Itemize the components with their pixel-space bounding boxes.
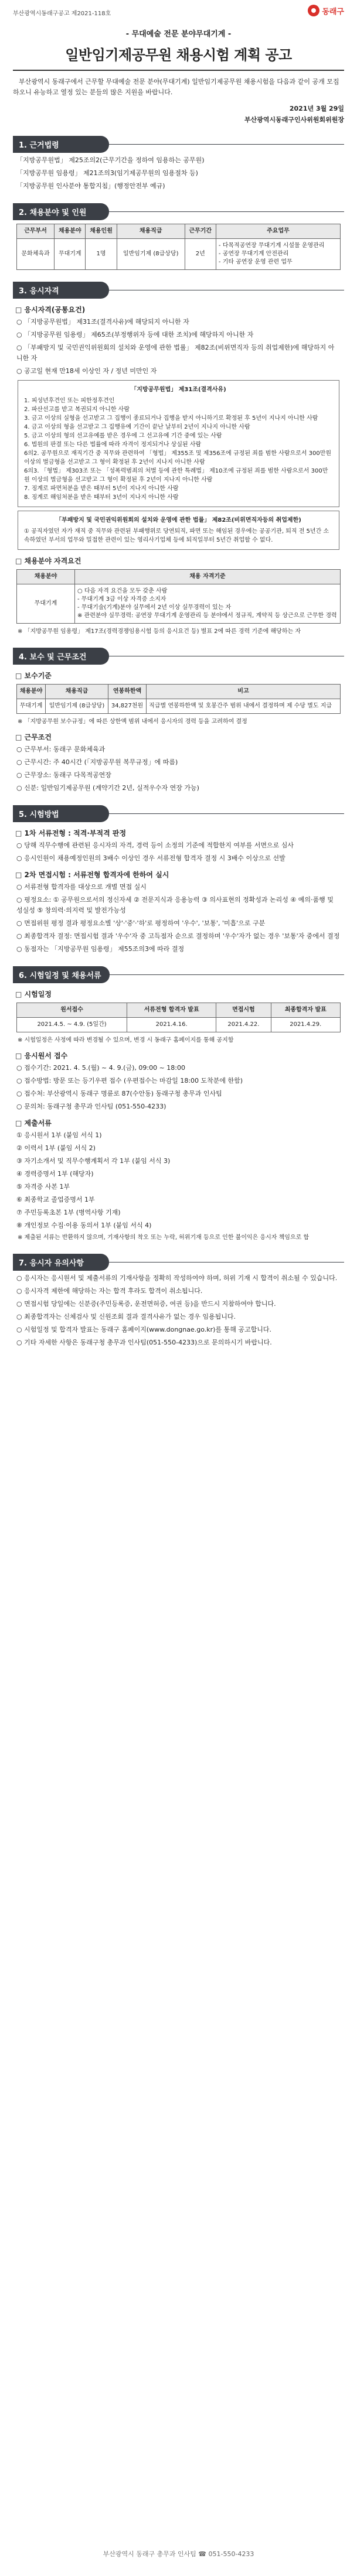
title-divider	[13, 70, 344, 71]
table-header: 비고	[147, 685, 341, 699]
table-cell: 직급별 연봉하한액 및 호봉간주 범위 내에서 결정하며 제 수당 별도 지급	[147, 699, 341, 714]
footer-contact: 부산광역시 동래구 총무과 인사팀 ☎ 051-550-4233	[103, 2550, 254, 2558]
announcement-date: 2021년 3월 29일	[289, 105, 344, 112]
document-line: ⑤ 자격증 사본 1부	[16, 1183, 70, 1190]
logo-text: 동래구	[322, 7, 344, 16]
table-cell: 2021.4.5. ~ 4.9. (5일간)	[17, 1018, 127, 1032]
subsection-title: □ 2차 면접시험 : 서류전형 합격자에 한하여 실시	[15, 871, 169, 879]
document-line: ⑧ 개인정보 수집·이용 동의서 1부 (붙임 서식 4)	[16, 1222, 152, 1229]
logo-icon	[308, 5, 319, 16]
document-subtitle: - 무대예술 전문 분야무대기계 -	[125, 30, 232, 39]
exam-line: ○ 동점자는 「지방공무원 임용령」 제55조의3에 따라 결정	[16, 945, 185, 953]
table-cell: 문화체육과	[17, 239, 55, 270]
table-cell: 2021.4.16.	[127, 1018, 216, 1032]
document-line: ④ 경력증명서 1부 (해당자)	[16, 1170, 94, 1178]
section-rule	[109, 211, 344, 212]
document-note: ※ 제출된 서류는 반환하지 않으며, 기재사항의 착오 또는 누락, 허위기재 등으로 인한 불이익은 응시자 책임으로 함	[18, 1234, 310, 1241]
section-rule	[109, 1262, 344, 1263]
intro-text: 부산광역시 동래구에서 근무할 무대예술 전문 분야(무대기계) 일반임기제공무원 채용시험을 다음과 같이 공개 모집하오니 유능하고 열정 있는 분들의 많은 지원을 바랍니다.	[13, 78, 339, 96]
section-rule	[109, 813, 344, 814]
legal-basis-line: 「지방공무원 임용령」 제21조의3(임기제공무원의 임용절차 등)	[16, 169, 198, 177]
exam-line: ○ 평정요소: ① 공무원으로서의 정신자세 ② 전문지식과 응용능력 ③ 의사표현의 정확성과 논리성 ④ 예의·품행 및 성실성 ⑤ 창의력·의지력 및 발전가능성	[16, 896, 334, 914]
table-cell: 2021.4.29.	[271, 1018, 340, 1032]
table-cell: - 다목적공연장 무대기계 시설물 운영관리 - 공연장 무대기계 안전관리 - 기타 공연장 운영 관련 업무	[216, 239, 340, 270]
table-header: 채용직급	[117, 224, 185, 239]
table-row	[17, 584, 341, 624]
table-header: 면접시험	[216, 1003, 271, 1018]
apply-line: ○ 접수처: 부산광역시 동래구 명륜로 87(수안동) 동래구청 총무과 인사팀	[16, 1090, 222, 1097]
precaution-line: ○ 최종합격자는 신체검사 및 신원조회 결과 결격사유가 없는 경우 임용됩니다.	[16, 1313, 236, 1321]
subsection-title: □ 응시자격(공통요건)	[15, 306, 86, 314]
subsection-title: □ 근무조건	[15, 733, 52, 741]
table-header: 채용인원	[86, 224, 117, 239]
precaution-line: ○ 면접시험 당일에는 신분증(주민등록증, 운전면허증, 여권 등)을 반드시 지참하여야 합니다.	[16, 1300, 276, 1308]
document-title: 일반임기제공무원 채용시험 계획 공고	[65, 47, 292, 63]
table-header: 채용분야	[55, 224, 86, 239]
disqualification-box	[18, 380, 339, 507]
recruitment-table	[16, 224, 341, 270]
table-cell: 2021.4.22.	[216, 1018, 271, 1032]
table-row	[17, 699, 341, 714]
table-header: 채용분야	[17, 685, 46, 699]
section-heading: 1. 근거법령	[13, 136, 109, 153]
apply-line: ○ 접수방법: 방문 또는 등기우편 접수 (우편접수는 마감일 18:00 도착분에 한함)	[16, 1077, 243, 1085]
section-heading: 7. 응시자 유의사항	[13, 1254, 109, 1271]
section-eligibility	[13, 282, 344, 299]
eligibility-line: ○ 공고일 현재 만18세 이상인 자 / 정년 미만인 자	[16, 367, 157, 375]
table-cell: 1명	[86, 239, 117, 270]
document-line: ⑦ 주민등록초본 1부 (병역사항 기재)	[16, 1209, 121, 1216]
condition-line: ○ 근무시간: 주 40시간 (「지방공무원 복무규정」에 따름)	[16, 758, 178, 766]
box-text: ① 공직자였던 자가 재직 중 직무와 관련된 부패행위로 당연퇴직, 파면 또는 해임된 경우에는 공공기관, 퇴직 전 5년간 소속하였던 부서의 업무와 밀접한 관련이 있는 영리사기업체 등에 퇴직일부터 5년간 취업할 수 없다.	[24, 528, 329, 543]
subsection-title: □ 시험일정	[15, 990, 52, 998]
table-header: 최종합격자 발표	[271, 1003, 340, 1018]
table-cell: 무대기계	[55, 239, 86, 270]
document-line: ③ 자기소개서 및 직무수행계획서 각 1부 (붙임 서식 3)	[16, 1157, 171, 1165]
table-header: 원서접수	[17, 1003, 127, 1018]
qualification-table	[16, 569, 341, 624]
table-header: 연봉하한액	[108, 685, 146, 699]
table-header: 채용 자격기준	[75, 570, 341, 584]
table-header: 채용분야	[17, 570, 75, 584]
eligibility-line: ○ 「지방공무원 임용령」 제65조(부정행위자 등에 대한 조치)에 해당하지 아니한 자	[16, 331, 254, 338]
pay-table	[16, 684, 341, 714]
section-heading: 3. 응시자격	[13, 282, 109, 299]
table-cell: ○ 다음 자격 요건을 모두 갖춘 사람 - 무대기계 3급 이상 자격증 소지자 - 무대기술(기계)분야 실무에서 2년 이상 실무경력이 있는 자 ※ 관련분야 실무경력: 공연장 무대기계 운영관리 등 분야에서 정규직, 계약직 등 상근으로 근무한 경력	[75, 584, 341, 624]
table-cell: 2년	[185, 239, 216, 270]
precaution-line: ○ 응시자는 응시원서 및 제출서류의 기재사항을 정확히 작성하여야 하며, 허위 기재 시 합격이 취소될 수 있습니다.	[16, 1274, 338, 1282]
section-heading: 5. 시험방법	[13, 805, 109, 822]
subsection-title: □ 응시원서 접수	[15, 1052, 68, 1060]
section-heading: 4. 보수 및 근무조건	[13, 648, 109, 665]
subsection-title: □ 제출서류	[15, 1119, 52, 1127]
precaution-line: ○ 기타 자세한 사항은 동래구청 총무과 인사팀(051-550-4233)으로 문의하시기 바랍니다.	[16, 1339, 272, 1346]
exam-line: ○ 최종합격자 결정: 면접시험 결과 '우수'자 중 고득점자 순으로 결정하며 '우수'자가 없는 경우 '보통'자 중에서 결정	[16, 932, 340, 940]
exam-line: ○ 당해 직무수행에 관련된 응시자의 자격, 경력 등이 소정의 기준에 적합한지 여부를 서면으로 심사	[16, 841, 294, 849]
document-line: ② 이력서 1부 (붙임 서식 2)	[16, 1144, 96, 1152]
table-header-row	[17, 224, 341, 239]
section-legal-basis	[13, 136, 344, 153]
apply-line: ○ 문의처: 동래구청 총무과 인사팀 (051-550-4233)	[16, 1103, 166, 1110]
precaution-line: ○ 응시자격 제한에 해당하는 자는 합격 후라도 합격이 취소됩니다.	[16, 1287, 203, 1295]
eligibility-line: ○ 「지방공무원법」 제31조(결격사유)에 해당되지 아니한 자	[16, 318, 189, 326]
schedule-table	[16, 1003, 341, 1032]
table-header: 주요업무	[216, 224, 340, 239]
table-header: 채용직급	[46, 685, 108, 699]
pay-note: ※ 「지방공무원 보수규정」에 따른 상한액 범위 내에서 응시자의 경력 등을 고려하여 결정	[18, 719, 247, 725]
document-reference: 부산광역시동래구공고 제2021-118호	[13, 11, 111, 17]
legal-basis-line: 「지방공무원법」 제25조의2(근무기간을 정하여 임용하는 공무원)	[16, 156, 205, 164]
table-cell: 34,827천원	[108, 699, 146, 714]
table-header-row	[17, 685, 341, 699]
box-title: 「부패방지 및 국민권익위원회의 설치와 운영에 관한 법률」 제82조(비위면직자등의 취업제한)	[56, 517, 301, 524]
qualification-note: ※ 「지방공무원 임용령」 제17조(경력경쟁임용시험 등의 응시요건 등) 별표 2에 따른 경력 기준에 해당하는 자	[18, 628, 301, 635]
employment-restriction-box	[18, 511, 339, 550]
subsection-title: □ 채용분야 자격요건	[15, 557, 81, 565]
box-title: 「지방공무원법」 제31조(결격사유)	[131, 386, 226, 393]
table-cell: 일반임기제 (8급상당)	[117, 239, 185, 270]
box-text: 1. 피성년후견인 또는 피한정후견인 2. 파산선고를 받고 복권되지 아니한 사람 3. 금고 이상의 실형을 선고받고 그 집행이 종료되거나 집행을 받지 아니하기로 확정된 후 5년이 지나지 아니한 사람 4. 금고 이상의 형을 선고받고 그 집행유예 기간이 끝난 날부터 2년이 지나지 아니한 사람 5. 금고 이상의 형의 선고유예를 받은 경우에 그 선고유예 기간 중에 있는 사람 6. 법원의 판결 또는 다른 법률에 따라 자격이 정지되거나 상실된 사람 6의2. 공무원으로 재직기간 중 직무와 관련하여 「형법」 제355조 및 제356조에 규정된 죄를 범한 사람으로서 300만원 이상의 벌금형을 선고받고 그 형이 확정된 후 2년이 지나지 아니한 사람 6의3. 「형법」 제303조 또는 「성폭력범죄의 처벌 등에 관한 특례법」 제10조에 규정된 죄를 범한 사람으로서 300만원 이상의 벌금형을 선고받고 그 형이 확정된 후 2년이 지나지 아니한 사람 7. 징계로 파면처분을 받은 때부터 5년이 지나지 아니한 사람 8. 징계로 해임처분을 받은 때부터 3년이 지나지 아니한 사람	[24, 398, 332, 501]
table-header: 근무부서	[17, 224, 55, 239]
eligibility-line: ○ 「부패방지 및 국민권익위원회의 설치와 운영에 관한 법률」 제82조(비위면직자 등의 취업제한)에 해당하지 아니한 자	[16, 344, 335, 362]
exam-line: ○ 응시인원이 채용예정인원의 3배수 이상인 경우 서류전형 합격자 결정 시 3배수 이상으로 선발	[16, 854, 285, 862]
table-header-row	[17, 1003, 341, 1018]
logo	[308, 5, 344, 16]
table-cell: 무대기계	[17, 584, 75, 624]
section-rule	[109, 144, 344, 145]
precaution-line: ○ 시험일정 및 합격자 발표는 동래구 홈페이지(www.dongnae.go.kr)를 통해 공고합니다.	[16, 1326, 271, 1333]
announcement-organization: 부산광역시동래구인사위원회위원장	[244, 116, 344, 124]
table-header: 근무기간	[185, 224, 216, 239]
exam-line: ○ 서류전형 합격자를 대상으로 개별 면접 실시	[16, 883, 147, 891]
apply-line: ○ 접수기간: 2021. 4. 5.(월) ~ 4. 9.(금), 09:00 ~ 18:00	[16, 1064, 185, 1072]
schedule-note: ※ 시험일정은 사정에 따라 변경될 수 있으며, 변경 시 동래구 홈페이지를 통해 공지함	[18, 1037, 234, 1044]
section-recruitment-field	[13, 203, 344, 220]
section-heading: 6. 시험일정 및 채용서류	[13, 966, 110, 983]
table-row	[17, 1018, 341, 1032]
section-exam-method	[13, 805, 344, 822]
table-cell: 무대기계	[17, 699, 46, 714]
table-cell: 일반임기제 (8급상당)	[46, 699, 108, 714]
section-rule	[110, 974, 344, 975]
subsection-title: □ 보수기준	[15, 672, 52, 680]
document-line: ① 응시원서 1부 (붙임 서식 1)	[16, 1131, 102, 1139]
section-pay-conditions	[13, 648, 344, 665]
section-schedule-documents	[13, 966, 344, 983]
condition-line: ○ 신분: 일반임기제공무원 (계약기간 2년, 실적우수자 연장 가능)	[16, 784, 199, 792]
condition-line: ○ 근무장소: 동래구 다목적공연장	[16, 771, 111, 779]
table-header: 서류전형 합격자 발표	[127, 1003, 216, 1018]
table-row	[17, 239, 341, 270]
section-precautions	[13, 1254, 344, 1271]
legal-basis-line: 「지방공무원 인사분야 통합지침」(행정안전부 예규)	[16, 182, 165, 190]
subsection-title: □ 1차 서류전형 : 적격·부적격 판정	[15, 829, 127, 837]
exam-line: ○ 면접위원 평정 결과 평정요소별 '상'·'중'·'하'로 평정하여 '우수', '보통', '미흡'으로 구분	[16, 919, 266, 927]
table-header-row	[17, 570, 341, 584]
condition-line: ○ 근무부서: 동래구 문화체육과	[16, 745, 106, 753]
document-line: ⑥ 최종학교 졸업증명서 1부	[16, 1196, 95, 1203]
section-heading: 2. 채용분야 및 인원	[13, 203, 109, 220]
